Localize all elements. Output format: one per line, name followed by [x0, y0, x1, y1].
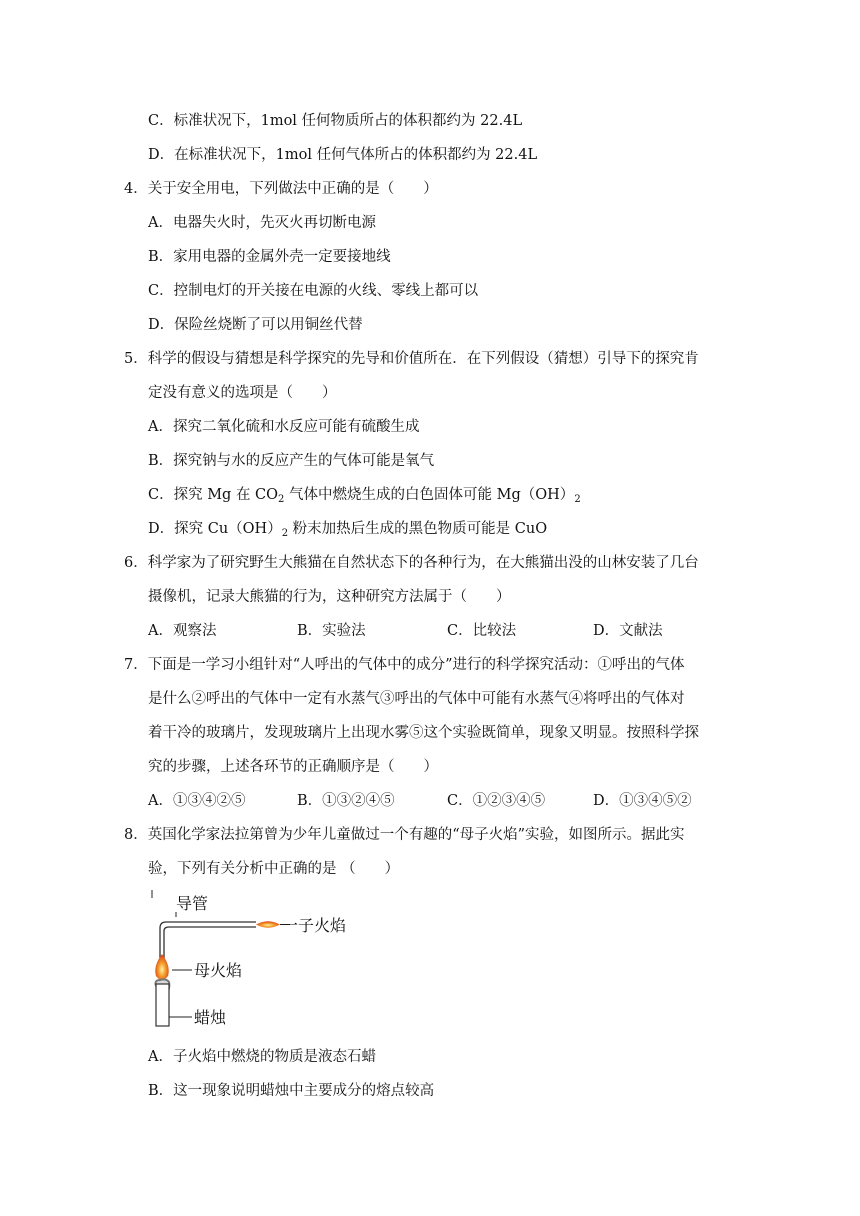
question-5-line-2: 定没有意义的选项是（ ） [148, 385, 337, 401]
q7-option-c: C．①②③④⑤ [447, 793, 546, 809]
q7-option-a: A．①③④②⑤ [148, 793, 246, 809]
question-8-line-2: 验，下列有关分析中正确的是 （ ） [148, 861, 400, 877]
mother-flame-label: 母火焰 [194, 961, 243, 980]
question-7-line-1: 7．下面是一学习小组针对“人呼出的气体中的成分”进行的科学探究活动：①呼出的气体 [124, 657, 685, 673]
mother-flame [155, 954, 169, 980]
question-6-line-1: 6．科学家为了研究野生大熊猫在自然状态下的各种行为，在大熊猫出没的山林安装了几台 [124, 555, 699, 571]
question-4: 4．关于安全用电，下列做法中正确的是（ ） [124, 181, 438, 197]
q5-option-b: B．探究钠与水的反应产生的气体可能是氧气 [148, 453, 435, 469]
glass-tube-outer [160, 922, 256, 960]
tube-label: 导管 [176, 894, 209, 913]
q4-option-b: B．家用电器的金属外壳一定要接地线 [148, 249, 391, 265]
child-flame [256, 921, 280, 928]
q5-option-a: A．探究二氧化硫和水反应可能有硫酸生成 [148, 419, 420, 435]
q8-option-b: B．这一现象说明蜡烛中主要成分的熔点较高 [148, 1083, 435, 1099]
q6-option-a: A．观察法 [148, 623, 217, 639]
candle-flame-figure [148, 888, 368, 1036]
q6-option-c: C．比较法 [447, 623, 517, 639]
question-7-line-4: 究的步骤，上述各环节的正确顺序是（ ） [148, 759, 438, 775]
q7-option-b: B．①③②④⑤ [297, 793, 395, 809]
candle-body [156, 984, 169, 1026]
q6-options [0, 621, 860, 641]
q5-option-c: C．探究 Mg 在 $CO_2$ 气体中燃烧生成的白色固体可能 $Mg(OH)_2$ [148, 487, 581, 505]
q4-option-c: C．控制电灯的开关接在电源的火线、零线上都可以 [148, 283, 479, 299]
q6-option-b: B．实验法 [297, 623, 366, 639]
q4-option-d: D．保险丝烧断了可以用铜丝代替 [148, 317, 363, 333]
q7-options [0, 791, 860, 811]
glass-tube-inner [164, 927, 256, 960]
q5-option-d: D．探究 $Cu(OH)_2$ 粉末加热后生成的黑色物质可能是 CuO [148, 521, 548, 539]
question-5-line-1: 5．科学的假设与猜想是科学探究的先导和价值所在．在下列假设（猜想）引导下的探究肯 [124, 351, 699, 367]
q3-option-d: D．在标准状况下，1mol 任何气体所占的体积都约为 22.4L [148, 147, 538, 163]
candle-label: 蜡烛 [194, 1008, 227, 1027]
question-7-line-3: 着干冷的玻璃片，发现玻璃片上出现水雾⑤这个实验既简单，现象又明显。按照科学探 [148, 725, 699, 741]
child-flame-label: 一子火焰 [282, 916, 347, 935]
question-7-line-2: 是什么②呼出的气体中一定有水蒸气③呼出的气体中可能有水蒸气④将呼出的气体对 [148, 691, 685, 707]
q8-option-a: A．子火焰中燃烧的物质是液态石蜡 [148, 1049, 376, 1065]
question-6-line-2: 摄像机，记录大熊猫的行为，这种研究方法属于（ ） [148, 589, 511, 605]
q7-option-d: D．①③④⑤② [593, 793, 692, 809]
question-8-line-1: 8．英国化学家法拉第曾为少年儿童做过一个有趣的“母子火焰”实验，如图所示。据此实 [124, 827, 685, 843]
q6-option-d: D．文献法 [593, 623, 663, 639]
q4-option-a: A．电器失火时，先灭火再切断电源 [148, 215, 376, 231]
q3-option-c: C．标准状况下，1mol 任何物质所占的体积都约为 22.4L [148, 113, 523, 129]
